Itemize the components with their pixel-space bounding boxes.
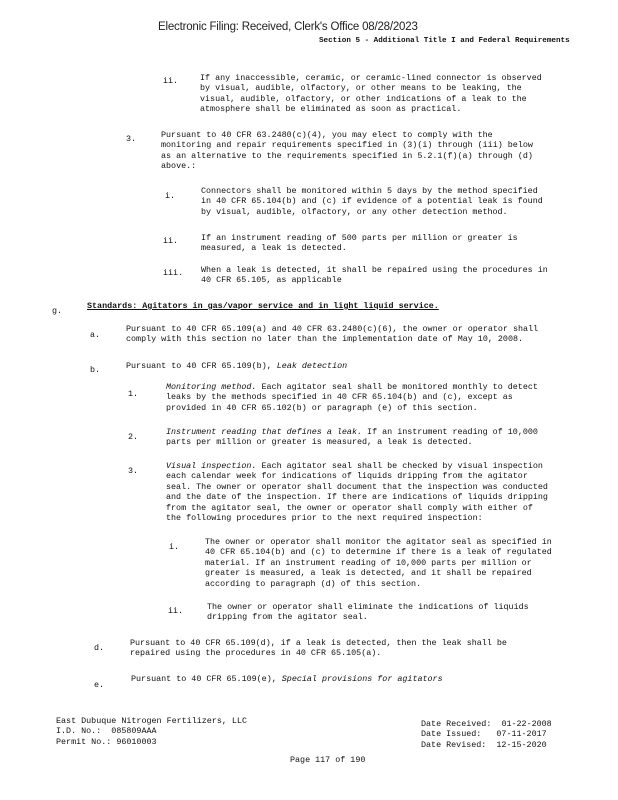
footer-dates — [421, 719, 552, 750]
item-b-text: Pursuant to 40 CFR 65.109(b), Leak detection — [126, 361, 348, 371]
item-b3-i-marker: i. — [169, 542, 180, 552]
item-b3-ii-text: The owner or operator shall eliminate the indications of liquids dripping from the agitator seal. — [207, 602, 529, 623]
item-3-iii-marker: iii. — [163, 268, 184, 278]
item-3-iii-text: When a leak is detected, it shall be repaired using the procedures in 40 CFR 65.105, as applicable — [201, 265, 548, 286]
item-b3-marker: 3. — [128, 466, 139, 476]
filing-stamp: Electronic Filing: Received, Clerk's Office 08/28/2023 — [158, 21, 418, 33]
footer-id: I.D. No.: 085809AAA — [56, 726, 157, 737]
footer-facility — [56, 716, 247, 747]
item-g-heading: Standards: Agitators in gas/vapor service and in light liquid service. — [87, 301, 439, 311]
item-b2-marker: 2. — [128, 432, 139, 442]
item-b1-text: Monitoring method. Each agitator seal shall be monitored monthly to detect leaks by the methods specified in 40 CFR 65.104(b) and (c), except as provided in 40 CFR 65.102(b) or paragraph (e) of this section. — [166, 382, 538, 413]
section-title: Section 5 - Additional Title I and Federal Requirements — [319, 37, 570, 45]
item-3-ii-text: If an instrument reading of 500 parts per million or greater is measured, a leak is detected. — [201, 233, 518, 254]
item-b3-text: Visual inspection. Each agitator seal shall be checked by visual inspection each calendar week for indications of liquids dripping from the agitator seal. The owner or operator shall document that the inspection was conducted and the date of the inspection. If there are indications of liquids dripping from the agitator seal, the owner or operator shall comply with either of the following procedures prior to the next required inspection: — [166, 461, 548, 524]
item-d-marker: d. — [94, 643, 105, 653]
footer-date-received: Date Received: 01-22-2008 — [421, 719, 552, 729]
footer-date-issued: Date Issued: 07-11-2017 — [421, 729, 547, 740]
item-b2-text: Instrument reading that defines a leak. If an instrument reading of 10,000 parts per million or greater is measured, a leak is detected. — [166, 427, 538, 448]
item-3-marker: 3. — [126, 134, 137, 144]
item-3-i-text: Connectors shall be monitored within 5 days by the method specified in 40 CFR 65.104(b) and (c) if evidence of a potential leak is found by visual, audible, olfactory, or any other detection method. — [201, 186, 543, 217]
item-3-text: Pursuant to 40 CFR 63.2480(c)(4), you may elect to comply with the monitoring and repair requirements specified in (3)(i) through (iii) below as an alternative to the requirements specified in 5.2.1(f)(a) through (d) above.: — [161, 130, 533, 172]
item-g-marker: g. — [52, 306, 63, 316]
item-b3-i-text: The owner or operator shall monitor the agitator seal as specified in 40 CFR 65.104(b) and (c) to determine if there is a leak of regulated material. If an instrument reading of 10,000 parts per million or greater is measured, a leak is detected, and it shall be repaired according to paragraph (d) of this section. — [205, 537, 552, 589]
item-3-i-marker: i. — [165, 191, 176, 201]
footer-date-revised: Date Revised: 12-15-2020 — [421, 739, 547, 750]
item-3-ii-marker: ii. — [163, 236, 179, 246]
item-d-text: Pursuant to 40 CFR 65.109(d), if a leak is detected, then the leak shall be repaired using the procedures in 40 CFR 65.105(a). — [130, 638, 507, 659]
item-e-text: Pursuant to 40 CFR 65.109(e), Special provisions for agitators — [131, 674, 443, 684]
item-a-text: Pursuant to 40 CFR 65.109(a) and 40 CFR 63.2480(c)(6), the owner or operator shall comply with this section no later than the implementation date of May 10, 2008. — [126, 324, 539, 345]
page-number: Page 117 of 190 — [290, 755, 366, 765]
item-b-marker: b. — [90, 365, 101, 375]
item-b1-marker: 1. — [128, 389, 139, 399]
footer-company: East Dubuque Nitrogen Fertilizers, LLC — [56, 716, 247, 726]
item-e-marker: e. — [94, 680, 105, 690]
item-b3-ii-marker: ii. — [168, 606, 184, 616]
footer-permit: Permit No.: 96010003 — [56, 736, 157, 747]
item-a-marker: a. — [90, 330, 101, 340]
item-ii-text: If any inaccessible, ceramic, or ceramic-lined connector is observed by visual, audible, olfactory, or other means to be leaking, the visual, audible, olfactory, or other indications of a leak to the atmosphere shall be eliminated as soon as practical. — [200, 73, 542, 115]
item-ii-marker: ii. — [163, 76, 179, 86]
